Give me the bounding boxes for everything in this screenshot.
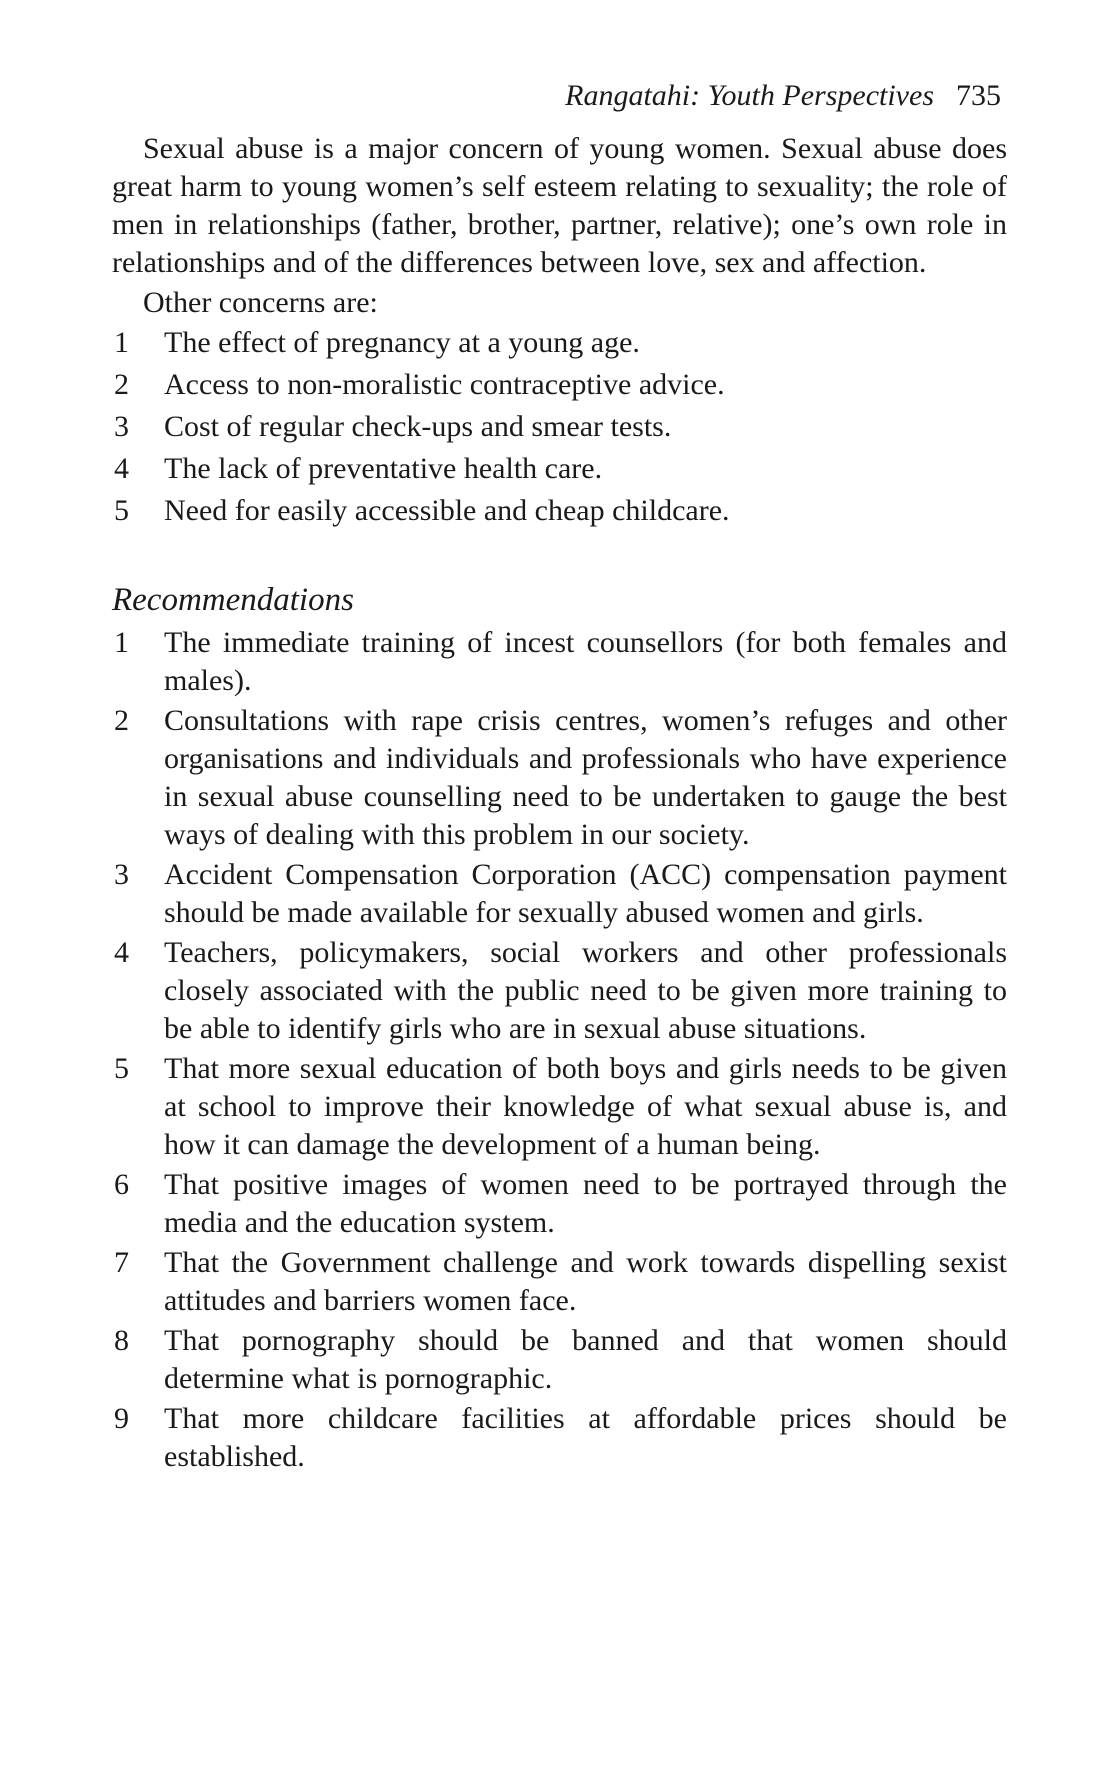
list-item-number: 2 (114, 704, 129, 737)
list-item-number: 3 (114, 858, 129, 891)
list-item-number: 1 (114, 326, 129, 359)
list-item-text: The lack of preventative health care. (164, 452, 603, 485)
list-item (112, 934, 1007, 1048)
list-item-number: 8 (114, 1324, 129, 1357)
list-item-text: Access to non-moralistic contraceptive advice. (164, 368, 725, 401)
list-item-number: 9 (114, 1402, 129, 1435)
list-item-text: The effect of pregnancy at a young age. (164, 326, 640, 359)
list-item-text: Teachers, policymakers, social workers and other professionals closely associated with the public need to be given more training to be able to identify girls who are in sexual abuse situations. (164, 936, 1007, 1045)
paragraph-other-concerns: Other concerns are: (143, 286, 378, 319)
running-header-title: Rangatahi: Youth Perspectives (565, 79, 934, 112)
list-item-text: Consultations with rape crisis centres, women’s refuges and other organisations and individuals and professionals who have experience in sexual abuse counselling need to be undertaken to gauge the best ways of dealing with this problem in our society. (164, 704, 1007, 851)
list-item-number: 5 (114, 494, 129, 527)
recommendations-list (112, 624, 1007, 1476)
list-item-number: 2 (114, 368, 129, 401)
list-item-text: That positive images of women need to be portrayed through the media and the education system. (164, 1168, 1007, 1239)
list-item-number: 7 (114, 1246, 129, 1279)
list-item-number: 5 (114, 1052, 129, 1085)
recommendations-heading: Recommendations (112, 582, 354, 618)
running-header (112, 76, 1007, 116)
list-item-text: That more sexual education of both boys and girls needs to be given at school to improve their knowledge of what sexual abuse is, and how it can damage the development of a human being. (164, 1052, 1007, 1161)
list-item-number: 3 (114, 410, 129, 443)
list-item (112, 492, 1007, 530)
list-item (112, 1166, 1007, 1242)
list-item-number: 4 (114, 936, 129, 969)
list-item-text: That more childcare facilities at affordable prices should be established. (164, 1402, 1007, 1473)
list-item-number: 6 (114, 1168, 129, 1201)
page-number: 735 (956, 79, 1001, 112)
paragraph-sexual-abuse: Sexual abuse is a major concern of young women. Sexual abuse does great harm to young women’s self esteem relating to sexuality; the role of men in relationships (father, brother, partner, relative); one’s own role in relationships and of the differences between love, sex and affection. (112, 132, 1007, 279)
list-item (112, 702, 1007, 854)
list-item (112, 408, 1007, 446)
list-item (112, 624, 1007, 700)
list-item-number: 1 (114, 626, 129, 659)
list-item-text: Need for easily accessible and cheap childcare. (164, 494, 730, 527)
list-item-text: The immediate training of incest counsellors (for both females and males). (164, 626, 1007, 697)
list-item (112, 366, 1007, 404)
list-item-text: That the Government challenge and work towards dispelling sexist attitudes and barriers women face. (164, 1246, 1007, 1317)
list-item (112, 1400, 1007, 1476)
list-item (112, 856, 1007, 932)
list-item (112, 1244, 1007, 1320)
list-item (112, 1322, 1007, 1398)
list-item-text: That pornography should be banned and that women should determine what is pornographic. (164, 1324, 1007, 1395)
list-item-text: Cost of regular check-ups and smear tests. (164, 410, 672, 443)
list-item-number: 4 (114, 452, 129, 485)
document-page (112, 76, 1007, 1478)
list-item (112, 450, 1007, 488)
list-item (112, 324, 1007, 362)
list-item-text: Accident Compensation Corporation (ACC) compensation payment should be made available for sexually abused women and girls. (164, 858, 1007, 929)
concerns-list (112, 324, 1007, 530)
list-item (112, 1050, 1007, 1164)
